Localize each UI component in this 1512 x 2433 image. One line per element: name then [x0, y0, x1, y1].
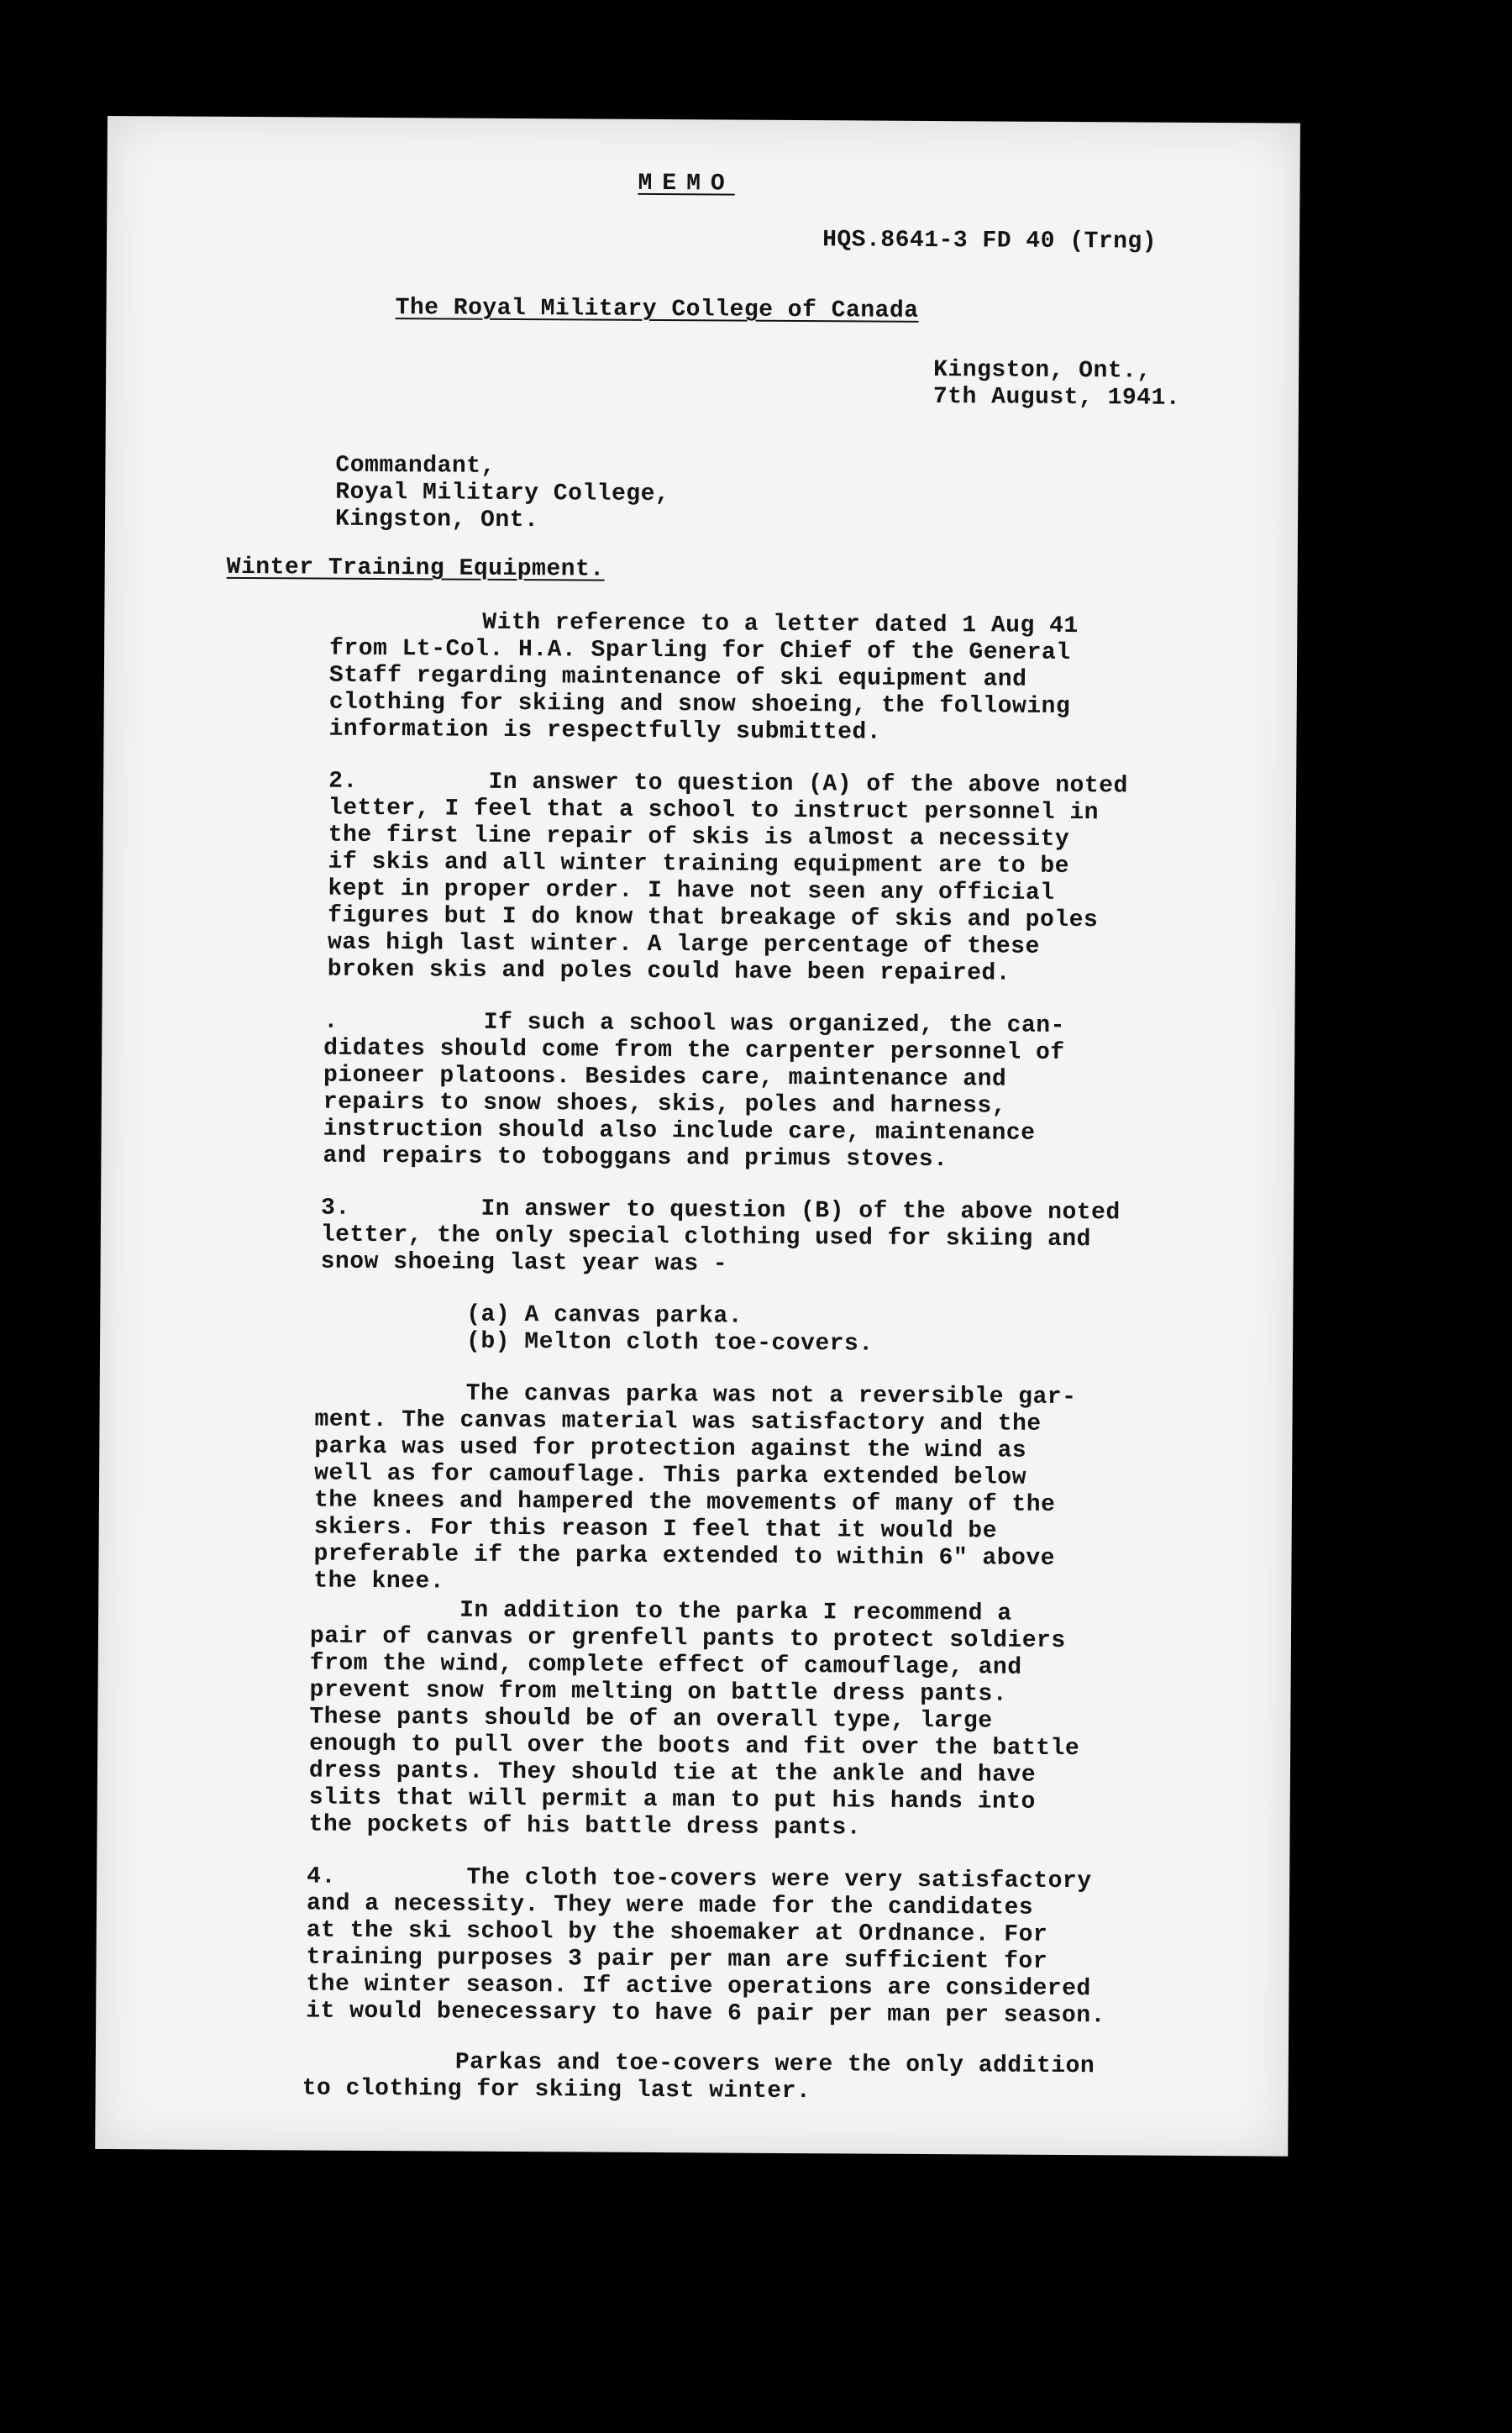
institution-title: The Royal Military College of Canada	[395, 295, 919, 324]
text-line: parka was used for protection against the wind as	[314, 1433, 1027, 1464]
file-reference: HQS.8641-3 FD 40 (Trng)	[822, 227, 1158, 255]
text-line: it would benecessary to have 6 pair per man per season.	[306, 1998, 1105, 2030]
text-line: the winter season. If active operations are considered	[306, 1971, 1091, 2003]
text-line: kept in proper order. I have not seen any official	[328, 875, 1055, 906]
text-line: from Lt-Col. H.A. Sparling for Chief of the General	[329, 635, 1071, 667]
text-line: was high last winter. A large percentage of these	[327, 929, 1040, 960]
place-line: Kingston, Ont.,	[933, 357, 1152, 385]
text-line: 2. In answer to question (A) of the above noted	[328, 768, 1128, 800]
text-line: if skis and all winter training equipment are to be	[328, 849, 1070, 880]
text-line: repairs to snow shoes, skis, poles and harness,	[323, 1089, 1007, 1120]
text-line: pioneer platoons. Besides care, maintenance and	[323, 1062, 1007, 1093]
text-line: broken skis and poles could have been repaired.	[327, 956, 1011, 987]
text-line: to clothing for skiing last winter.	[302, 2075, 811, 2105]
text-line: Staff regarding maintenance of ski equipment and	[328, 662, 1027, 693]
text-line: figures but I do know that breakage of skis and poles	[328, 902, 1099, 934]
addressee-line: Royal Military College,	[335, 479, 670, 508]
list-item: (b) Melton cloth toe-covers.	[466, 1328, 874, 1358]
text-line: In addition to the parka I recommend a	[459, 1597, 1012, 1627]
text-line: slits that will permit a man to put his hands into	[308, 1784, 1036, 1816]
text-line: ment. The canvas material was satisfactory and the	[314, 1406, 1042, 1437]
text-line: Parkas and toe-covers were the only addition	[454, 2049, 1095, 2080]
text-line: from the wind, complete effect of camouflage, and	[309, 1650, 1022, 1681]
text-line: training purposes 3 pair per man are sufficient for	[306, 1944, 1048, 1975]
date-line: 7th August, 1941.	[932, 384, 1181, 412]
text-line: With reference to a letter dated 1 Aug 41	[482, 609, 1079, 640]
text-line: prevent snow from melting on battle dress pants.	[309, 1677, 1008, 1708]
text-line: clothing for skiing and snow shoeing, the following	[328, 689, 1071, 721]
text-line: snow shoeing last year was -	[320, 1248, 728, 1278]
list-item: (a) A canvas parka.	[466, 1301, 743, 1330]
text-line: 3. In answer to question (B) of the above noted	[320, 1195, 1121, 1227]
text-line: enough to pull over the boots and fit over the battle	[309, 1731, 1080, 1763]
text-line: and a necessity. They were made for the candidates	[306, 1890, 1034, 1921]
addressee-line: Kingston, Ont.	[334, 506, 539, 534]
text-line: didates should come from the carpenter personnel of	[323, 1035, 1065, 1066]
subject-line: Winter Training Equipment.	[226, 554, 605, 583]
text-line: instruction should also include care, maintenance	[323, 1116, 1036, 1147]
text-line: letter, the only special clothing used for skiing and	[320, 1222, 1091, 1253]
addressee-line: Commandant,	[335, 452, 496, 480]
text-line: These pants should be of an overall type, large	[309, 1704, 993, 1735]
memo-page	[95, 116, 1300, 2157]
text-line: . If such a school was organized, the can-	[323, 1008, 1065, 1039]
text-line: pair of canvas or grenfell pants to protect soldiers	[309, 1623, 1066, 1655]
text-line: the knee.	[313, 1568, 445, 1595]
text-line: the first line repair of skis is almost a necessity	[328, 822, 1070, 854]
memo-heading: MEMO	[638, 170, 735, 197]
text-line: and repairs to toboggans and primus stoves.	[323, 1143, 948, 1174]
text-line: well as for camouflage. This parka extended below	[314, 1460, 1027, 1491]
text-line: 4. The cloth toe-covers were very satisfactory	[307, 1863, 1092, 1895]
text-line: the pockets of his battle dress pants.	[308, 1811, 862, 1842]
text-line: at the ski school by the shoemaker at Ordnance. For	[306, 1917, 1048, 1948]
text-line: skiers. For this reason I feel that it would be	[313, 1514, 998, 1545]
text-line: letter, I feel that a school to instruct personnel in	[328, 795, 1100, 827]
text-line: dress pants. They should tie at the ankle and have	[308, 1758, 1037, 1789]
text-line: The canvas parka was not a reversible gar-	[465, 1380, 1077, 1411]
text-line: preferable if the parka extended to within 6" above	[313, 1541, 1056, 1572]
text-line: the knees and hampered the movements of many of the	[313, 1487, 1056, 1518]
text-line: information is respectfully submitted.	[328, 716, 882, 746]
